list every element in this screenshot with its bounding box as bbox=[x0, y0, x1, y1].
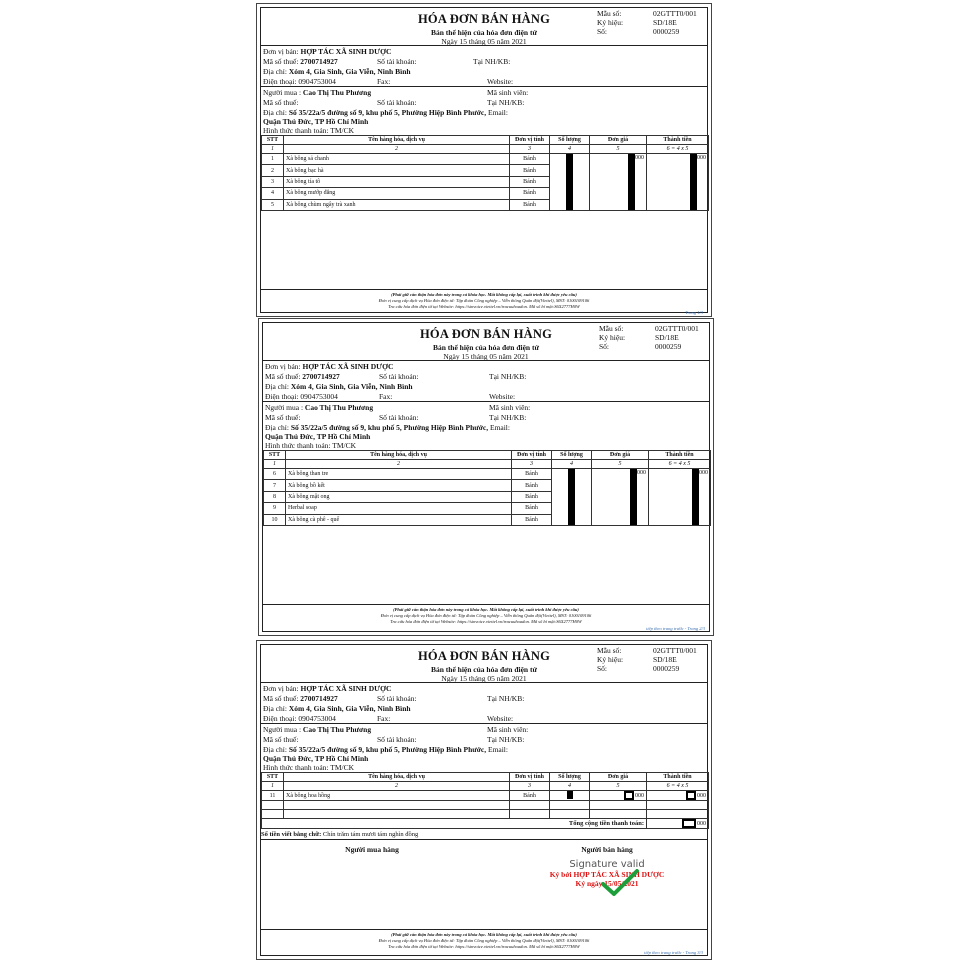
buyer-bank: Tại NH/KB: bbox=[487, 98, 525, 107]
meta-label: Mẫu số: bbox=[599, 324, 624, 333]
index-cell: 3 bbox=[512, 460, 552, 469]
seller-tax: 2700714927 bbox=[300, 694, 338, 703]
seller-fax: Fax: bbox=[379, 392, 393, 401]
item-unit: Bánh bbox=[510, 199, 550, 210]
footer-note: (Phải giữ cẩn thận hóa đơn này trong cả khóa học. Mất không cấp lại, xuất trình khi được yêu cầu) bbox=[393, 607, 579, 612]
buyer-signature-label: Người mua hàng bbox=[345, 845, 399, 854]
table-row bbox=[262, 810, 709, 819]
index-cell: 1 bbox=[264, 460, 286, 469]
table-row bbox=[264, 469, 711, 480]
col-amount: Thành tiền bbox=[647, 136, 709, 145]
item-stt: 6 bbox=[264, 469, 286, 480]
item-stt: 1 bbox=[262, 154, 284, 165]
table-row bbox=[262, 791, 709, 801]
meta-label: Số: bbox=[599, 342, 610, 351]
buyer-address: Số 35/22a/5 đường số 9, khu phố 5, Phường Hiệp Bình Phước, bbox=[288, 108, 487, 117]
seller-address: Xóm 4, Gia Sinh, Gia Viễn, Ninh Bình bbox=[288, 67, 411, 76]
item-name: Xà bông bồ kết bbox=[286, 480, 512, 491]
page-number: tiếp theo trang trước - Trang 3/3 bbox=[644, 950, 703, 955]
label: Địa chỉ: bbox=[263, 745, 287, 754]
seller-phone: 0904753004 bbox=[298, 714, 336, 723]
signature-valid-text: Signature valid bbox=[569, 859, 645, 870]
label: Mã số thuế: bbox=[265, 372, 301, 381]
buyer-account: Số tài khoản: bbox=[379, 413, 419, 422]
redaction-bar bbox=[567, 791, 573, 799]
invoice-title: HÓA ĐƠN BÁN HÀNG bbox=[419, 327, 553, 341]
seller-tax: 2700714927 bbox=[302, 372, 340, 381]
seller-name-line bbox=[265, 362, 393, 371]
seller-bank: Tại NH/KB: bbox=[487, 694, 525, 703]
invoice-subtitle: Bản thể hiện của hóa đơn điện tử bbox=[431, 28, 537, 37]
payment-method: TM/CK bbox=[330, 126, 355, 135]
digital-signature-block bbox=[512, 859, 702, 888]
item-stt: 9 bbox=[264, 503, 286, 514]
payment-method: TM/CK bbox=[330, 763, 355, 772]
meta-label: Ký hiệu: bbox=[597, 18, 624, 27]
total-amount bbox=[647, 819, 709, 829]
table-index-row bbox=[264, 460, 711, 469]
page-number: tiếp theo trang trước - Trang 2/3 bbox=[646, 626, 705, 631]
index-cell: 3 bbox=[510, 782, 550, 791]
table-index-row bbox=[262, 145, 709, 154]
items-table bbox=[263, 450, 711, 526]
item-name: Xà bông chùm ngây trà xanh bbox=[284, 199, 510, 210]
seller-name: HỢP TÁC XÃ SINH DƯỢC bbox=[300, 47, 392, 56]
redaction-bar bbox=[690, 154, 697, 210]
index-cell: 1 bbox=[262, 782, 284, 791]
item-unit: Bánh bbox=[510, 165, 550, 176]
index-cell: 6 = 4 x 5 bbox=[647, 145, 709, 154]
col-qty: Số lượng bbox=[552, 451, 592, 460]
item-stt: 7 bbox=[264, 480, 286, 491]
seller-website: Website: bbox=[489, 392, 516, 401]
email-label: Email: bbox=[489, 423, 510, 432]
item-unit: Bánh bbox=[512, 514, 552, 525]
index-cell: 4 bbox=[550, 145, 590, 154]
label: Mã số thuế: bbox=[263, 57, 299, 66]
divider bbox=[260, 839, 708, 840]
checkmark-icon bbox=[600, 869, 640, 897]
invoice-date: Ngày 15 tháng 05 năm 2021 bbox=[441, 674, 527, 683]
index-cell: 3 bbox=[510, 145, 550, 154]
invoice-title: HÓA ĐƠN BÁN HÀNG bbox=[417, 12, 551, 26]
payment-line bbox=[263, 763, 354, 772]
index-cell: 5 bbox=[590, 145, 647, 154]
seller-phone-line bbox=[263, 714, 336, 723]
item-stt: 5 bbox=[262, 199, 284, 210]
qty-redacted bbox=[550, 154, 590, 211]
label: Địa chỉ: bbox=[263, 704, 287, 713]
total-row bbox=[262, 819, 709, 829]
item-stt: 2 bbox=[262, 165, 284, 176]
buyer-bank: Tại NH/KB: bbox=[489, 413, 527, 422]
redaction-bar bbox=[566, 154, 573, 210]
meta-value: SD/18E bbox=[653, 18, 677, 27]
meta-value: SD/18E bbox=[655, 333, 679, 342]
buyer-bank: Tại NH/KB: bbox=[487, 735, 525, 744]
seller-address-line bbox=[265, 382, 413, 391]
buyer-tax: Mã số thuế: bbox=[263, 98, 299, 107]
meta-value: 0000259 bbox=[653, 27, 680, 36]
seller-fax: Fax: bbox=[377, 714, 391, 723]
item-unit: Bánh bbox=[512, 480, 552, 491]
buyer-account: Số tài khoản: bbox=[377, 98, 417, 107]
index-cell: 2 bbox=[284, 145, 510, 154]
amount-suffix: 000 bbox=[697, 792, 706, 799]
col-name: Tên hàng hóa, dịch vụ bbox=[286, 451, 512, 460]
invoice-title: HÓA ĐƠN BÁN HÀNG bbox=[417, 649, 551, 663]
divider bbox=[262, 401, 710, 402]
amount-redacted bbox=[647, 791, 709, 801]
seller-name-line bbox=[263, 684, 391, 693]
buyer-address: Số 35/22a/5 đường số 9, khu phố 5, Phường Hiệp Bình Phước, bbox=[288, 745, 487, 754]
item-name: Xà bông mật ong bbox=[286, 491, 512, 502]
buyer-tax: Mã số thuế: bbox=[263, 735, 299, 744]
table-index-row bbox=[262, 782, 709, 791]
items-table bbox=[261, 772, 709, 829]
price-redacted bbox=[592, 469, 649, 526]
footer-note: (Phải giữ cẩn thận hóa đơn này trong cả khóa học. Mất không cấp lại, xuất trình khi được yêu cầu) bbox=[391, 292, 577, 297]
qty-redacted bbox=[550, 791, 590, 801]
seller-address: Xóm 4, Gia Sinh, Gia Viễn, Ninh Bình bbox=[290, 382, 413, 391]
col-name: Tên hàng hóa, dịch vụ bbox=[284, 773, 510, 782]
meta-label: Ký hiệu: bbox=[599, 333, 626, 342]
amount-suffix: 000 bbox=[697, 155, 706, 161]
buyer-name: Cao Thị Thu Phương bbox=[304, 403, 374, 412]
seller-account: Số tài khoản: bbox=[379, 372, 419, 381]
buyer-name: Cao Thị Thu Phương bbox=[302, 725, 372, 734]
col-price: Đơn giá bbox=[590, 136, 647, 145]
meta-value: SD/18E bbox=[653, 655, 677, 664]
seller-address-line bbox=[263, 67, 411, 76]
table-row bbox=[262, 801, 709, 810]
seller-name-line bbox=[263, 47, 391, 56]
meta-label: Mẫu số: bbox=[597, 646, 622, 655]
table-row bbox=[262, 154, 709, 165]
index-cell: 2 bbox=[286, 460, 512, 469]
seller-phone-line bbox=[263, 77, 336, 86]
label: Điện thoại: bbox=[263, 77, 297, 86]
item-name: Xà bông bạc hà bbox=[284, 165, 510, 176]
seller-address: Xóm 4, Gia Sinh, Gia Viễn, Ninh Bình bbox=[288, 704, 411, 713]
meta-value: 0000259 bbox=[653, 664, 680, 673]
redaction-box bbox=[686, 791, 696, 800]
index-cell: 4 bbox=[550, 782, 590, 791]
meta-value: 02GTTT0/001 bbox=[653, 9, 697, 18]
item-name: Xà bông tía tô bbox=[284, 176, 510, 187]
col-stt: STT bbox=[262, 773, 284, 782]
label: Mã số thuế: bbox=[263, 694, 299, 703]
item-name: Xà bông mướp đắng bbox=[284, 188, 510, 199]
meta-label: Ký hiệu: bbox=[597, 655, 624, 664]
footer-lookup: Tra cứu hóa đơn điện tử tại Website: https://sinvoice.viettel.vn/tracuuhoadon. Mã số bí mật:S6X2777H0W bbox=[388, 304, 580, 309]
item-stt: 10 bbox=[264, 514, 286, 525]
seller-phone: 0904753004 bbox=[298, 77, 336, 86]
divider bbox=[260, 682, 708, 683]
item-name: Xà bông than tre bbox=[286, 469, 512, 480]
price-redacted bbox=[590, 791, 647, 801]
seller-account: Số tài khoản: bbox=[377, 694, 417, 703]
buyer-address-line bbox=[263, 108, 508, 117]
seller-bank: Tại NH/KB: bbox=[473, 57, 511, 66]
items-table bbox=[261, 135, 709, 211]
buyer-address: Số 35/22a/5 đường số 9, khu phố 5, Phường Hiệp Bình Phước, bbox=[290, 423, 489, 432]
seller-tax-line bbox=[263, 694, 338, 703]
price-suffix: 000 bbox=[635, 155, 644, 161]
item-name: Xà bông hoa hồng bbox=[284, 791, 510, 801]
amount-in-words bbox=[261, 831, 418, 838]
item-unit: Bánh bbox=[510, 188, 550, 199]
label: Hình thức thanh toán: bbox=[263, 126, 329, 135]
item-unit: Bánh bbox=[512, 503, 552, 514]
buyer-name: Cao Thị Thu Phương bbox=[302, 88, 372, 97]
item-stt: 3 bbox=[262, 176, 284, 187]
label: Hình thức thanh toán: bbox=[265, 441, 331, 450]
index-cell: 1 bbox=[262, 145, 284, 154]
seller-phone-line bbox=[265, 392, 338, 401]
buyer-tax: Mã số thuế: bbox=[265, 413, 301, 422]
item-stt: 4 bbox=[262, 188, 284, 199]
label: Người mua : bbox=[265, 403, 304, 412]
col-amount: Thành tiền bbox=[649, 451, 711, 460]
index-cell: 6 = 4 x 5 bbox=[649, 460, 711, 469]
amount-suffix: 000 bbox=[699, 470, 708, 476]
footer-lookup: Tra cứu hóa đơn điện tử tại Website: https://sinvoice.viettel.vn/tracuuhoadon. Mã số bí mật:S6X2777H0W bbox=[388, 944, 580, 949]
meta-label: Số: bbox=[597, 27, 608, 36]
qty-redacted bbox=[552, 469, 592, 526]
invoice-subtitle: Bản thể hiện của hóa đơn điện tử bbox=[431, 665, 537, 674]
buyer-name-line bbox=[265, 403, 373, 412]
col-stt: STT bbox=[264, 451, 286, 460]
divider bbox=[260, 723, 708, 724]
buyer-address-line bbox=[265, 423, 510, 432]
page-number: Trang 1/3 bbox=[685, 310, 703, 315]
label: Số tiền viết bằng chữ: bbox=[261, 831, 322, 838]
label: Địa chỉ: bbox=[263, 108, 287, 117]
item-unit: Bánh bbox=[512, 469, 552, 480]
meta-value: 0000259 bbox=[655, 342, 682, 351]
redaction-bar bbox=[692, 469, 699, 525]
seller-address-line bbox=[263, 704, 411, 713]
seller-signature-label: Người bán hàng bbox=[581, 845, 633, 854]
col-name: Tên hàng hóa, dịch vụ bbox=[284, 136, 510, 145]
email-label: Email: bbox=[487, 745, 508, 754]
footer-provider: Đơn vị cung cấp dịch vụ Hóa đơn điện tử: Tập đoàn Công nghiệp – Viễn thông Quân đội(Viettel), MST: 0100109106 bbox=[378, 298, 590, 303]
redaction-bar bbox=[568, 469, 575, 525]
seller-website: Website: bbox=[487, 77, 514, 86]
divider bbox=[262, 604, 710, 605]
price-redacted bbox=[590, 154, 647, 211]
buyer-address-2: Quận Thủ Đức, TP Hồ Chí Minh bbox=[263, 754, 369, 763]
index-cell: 4 bbox=[552, 460, 592, 469]
redaction-box bbox=[682, 819, 696, 828]
price-suffix: 000 bbox=[635, 792, 644, 799]
meta-label: Mẫu số: bbox=[597, 9, 622, 18]
meta-value: 02GTTT0/001 bbox=[653, 646, 697, 655]
item-stt: 11 bbox=[262, 791, 284, 801]
label: Hình thức thanh toán: bbox=[263, 763, 329, 772]
words-value: Chín trăm tám mươi tám nghìn đồng bbox=[322, 831, 419, 838]
label: Điện thoại: bbox=[263, 714, 297, 723]
col-qty: Số lượng bbox=[550, 136, 590, 145]
table-header bbox=[262, 773, 709, 782]
redaction-box bbox=[624, 791, 634, 800]
divider bbox=[260, 45, 708, 46]
signature-date: Ký ngày 15/05/2021 bbox=[575, 879, 639, 888]
item-unit: Bánh bbox=[510, 791, 550, 801]
col-unit: Đơn vị tính bbox=[510, 773, 550, 782]
invoice-meta bbox=[597, 646, 697, 673]
invoice-meta bbox=[599, 324, 699, 351]
label: Đơn vị bán: bbox=[265, 362, 301, 371]
label: Đơn vị bán: bbox=[263, 684, 299, 693]
redaction-bar bbox=[630, 469, 637, 525]
signature-signer: Ký bởi HỢP TÁC XÃ SINH DƯỢC bbox=[549, 870, 665, 879]
buyer-account: Số tài khoản: bbox=[377, 735, 417, 744]
index-cell: 6 = 4 x 5 bbox=[647, 782, 709, 791]
seller-fax: Fax: bbox=[377, 77, 391, 86]
label: Đơn vị bán: bbox=[263, 47, 299, 56]
label: Người mua : bbox=[263, 725, 302, 734]
total-label: Tổng cộng tiền thanh toán: bbox=[262, 819, 647, 829]
col-price: Đơn giá bbox=[590, 773, 647, 782]
footer-note: (Phải giữ cẩn thận hóa đơn này trong cả khóa học. Mất không cấp lại, xuất trình khi được yêu cầu) bbox=[391, 932, 577, 937]
index-cell: 2 bbox=[284, 782, 510, 791]
index-cell: 5 bbox=[592, 460, 649, 469]
col-qty: Số lượng bbox=[550, 773, 590, 782]
invoice-date: Ngày 15 tháng 05 năm 2021 bbox=[441, 37, 527, 46]
buyer-address-2: Quận Thủ Đức, TP Hồ Chí Minh bbox=[263, 117, 369, 126]
total-suffix: 000 bbox=[697, 820, 706, 827]
buyer-address-line bbox=[263, 745, 508, 754]
seller-tax-line bbox=[265, 372, 340, 381]
item-name: Xà bông cà phê - quế bbox=[286, 514, 512, 525]
redaction-bar bbox=[628, 154, 635, 210]
buyer-name-line bbox=[263, 88, 371, 97]
invoice-meta bbox=[597, 9, 697, 36]
buyer-name-line bbox=[263, 725, 371, 734]
seller-tax: 2700714927 bbox=[300, 57, 338, 66]
seller-account: Số tài khoản: bbox=[377, 57, 417, 66]
seller-name: HỢP TÁC XÃ SINH DƯỢC bbox=[300, 684, 392, 693]
buyer-address-2: Quận Thủ Đức, TP Hồ Chí Minh bbox=[265, 432, 371, 441]
item-name: Xà bông sả chanh bbox=[284, 154, 510, 165]
buyer-student: Mã sinh viên: bbox=[487, 88, 529, 97]
item-unit: Bánh bbox=[510, 154, 550, 165]
payment-line bbox=[265, 441, 356, 450]
item-unit: Bánh bbox=[512, 491, 552, 502]
item-name: Herbal soap bbox=[286, 503, 512, 514]
invoice-date: Ngày 15 tháng 05 năm 2021 bbox=[443, 352, 529, 361]
meta-value: 02GTTT0/001 bbox=[655, 324, 699, 333]
col-unit: Đơn vị tính bbox=[510, 136, 550, 145]
seller-website: Website: bbox=[487, 714, 514, 723]
seller-bank: Tại NH/KB: bbox=[489, 372, 527, 381]
buyer-student: Mã sinh viên: bbox=[489, 403, 531, 412]
payment-method: TM/CK bbox=[332, 441, 357, 450]
footer-lookup: Tra cứu hóa đơn điện tử tại Website: https://sinvoice.viettel.vn/tracuuhoadon. Mã số bí mật:S6X2777H0W bbox=[390, 619, 582, 624]
col-amount: Thành tiền bbox=[647, 773, 709, 782]
item-unit: Bánh bbox=[510, 176, 550, 187]
col-unit: Đơn vị tính bbox=[512, 451, 552, 460]
invoice-page-1 bbox=[256, 3, 712, 317]
payment-line bbox=[263, 126, 354, 135]
label: Địa chỉ: bbox=[265, 382, 289, 391]
col-price: Đơn giá bbox=[592, 451, 649, 460]
table-header bbox=[264, 451, 711, 460]
table-header bbox=[262, 136, 709, 145]
amount-redacted bbox=[649, 469, 711, 526]
buyer-student: Mã sinh viên: bbox=[487, 725, 529, 734]
seller-name: HỢP TÁC XÃ SINH DƯỢC bbox=[302, 362, 394, 371]
index-cell: 5 bbox=[590, 782, 647, 791]
item-stt: 8 bbox=[264, 491, 286, 502]
footer-provider: Đơn vị cung cấp dịch vụ Hóa đơn điện tử: Tập đoàn Công nghiệp – Viễn thông Quân đội(Viettel), MST: 0100109106 bbox=[378, 938, 590, 943]
col-stt: STT bbox=[262, 136, 284, 145]
email-label: Email: bbox=[487, 108, 508, 117]
seller-tax-line bbox=[263, 57, 338, 66]
divider bbox=[262, 360, 710, 361]
price-suffix: 000 bbox=[637, 470, 646, 476]
label: Điện thoại: bbox=[265, 392, 299, 401]
meta-label: Số: bbox=[597, 664, 608, 673]
divider bbox=[260, 929, 708, 930]
invoice-page-3 bbox=[256, 640, 712, 960]
divider bbox=[260, 289, 708, 290]
amount-redacted bbox=[647, 154, 709, 211]
label: Địa chỉ: bbox=[263, 67, 287, 76]
divider bbox=[260, 86, 708, 87]
footer-provider: Đơn vị cung cấp dịch vụ Hóa đơn điện tử: Tập đoàn Công nghiệp – Viễn thông Quân đội(Viettel), MST: 0100109106 bbox=[380, 613, 592, 618]
invoice-page-2 bbox=[258, 318, 714, 636]
label: Địa chỉ: bbox=[265, 423, 289, 432]
seller-phone: 0904753004 bbox=[300, 392, 338, 401]
label: Người mua : bbox=[263, 88, 302, 97]
invoice-subtitle: Bản thể hiện của hóa đơn điện tử bbox=[433, 343, 539, 352]
